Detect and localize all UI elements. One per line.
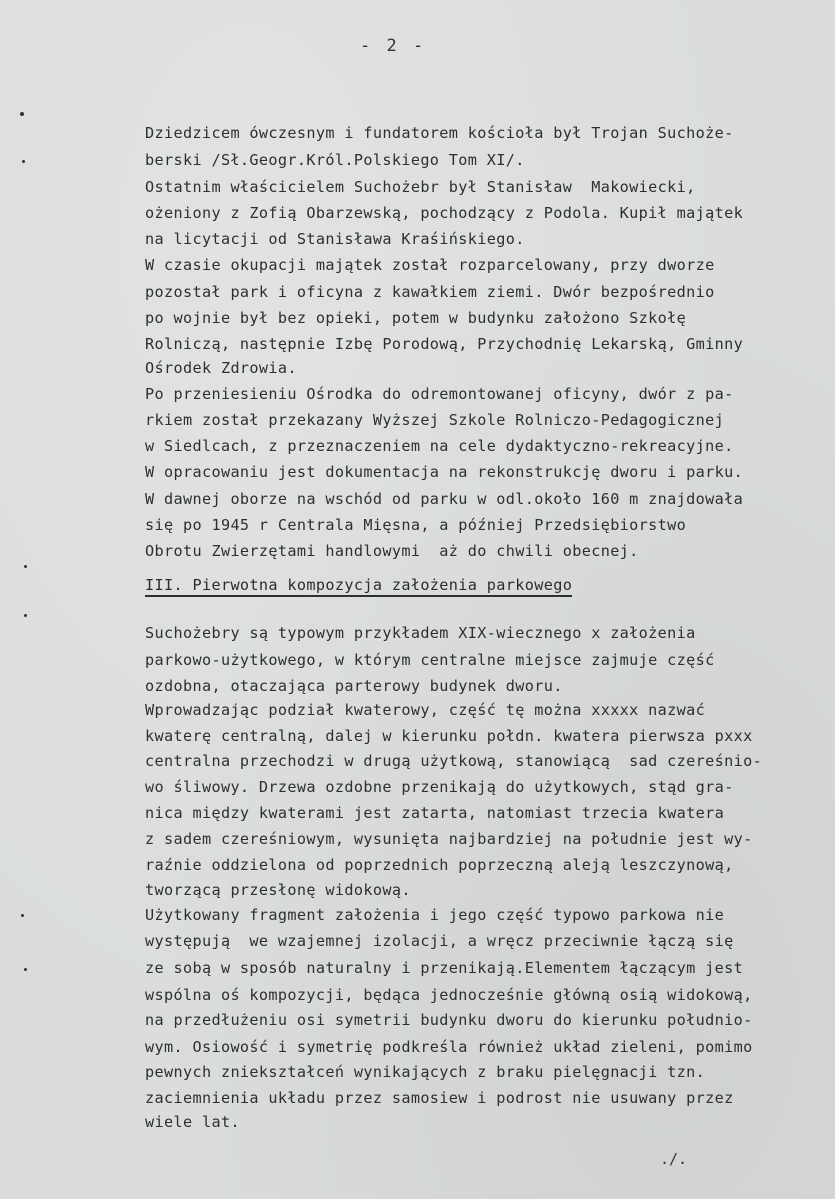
text-line: w Siedlcach, z przeznaczeniem na cele dydaktyczno-rekreacyjne. [145, 437, 734, 455]
text-line: po wojnie był bez opieki, potem w budynku założono Szkołę [145, 309, 687, 327]
text-line: Ośrodek Zdrowia. [145, 359, 297, 377]
text-line: W czasie okupacji majątek został rozparcelowany, przy dworze [145, 256, 715, 274]
text-line: ze sobą w sposób naturalny i przenikają.Elementem łączącym jest [145, 959, 744, 977]
text-line: wspólna oś kompozycji, będąca jednocześnie główną osią widokową, [145, 986, 753, 1004]
text-line: Wprowadzając podział kwaterowy, część tę można xxxxx nazwać [145, 701, 706, 719]
margin-speck [24, 614, 27, 617]
text-line: rkiem został przekazany Wyższej Szkole Rolniczo-Pedagogicznej [145, 411, 725, 429]
text-line: Suchożebry są typowym przykładem XIX-wiecznego x założenia [145, 624, 696, 642]
margin-speck [24, 968, 27, 971]
text-line: Po przeniesieniu Ośrodka do odremontowanej oficyny, dwór z pa- [145, 385, 734, 403]
text-line: wym. Osiowość i symetrię podkreśla również układ zieleni, pomimo [145, 1038, 753, 1056]
text-line: na licytacji od Stanisława Kraśińskiego. [145, 230, 525, 248]
text-line: raźnie oddzielona od poprzednich poprzeczną aleją leszczynową, [145, 856, 734, 874]
margin-speck [22, 160, 25, 163]
margin-speck [24, 565, 27, 568]
text-line: Obrotu Zwierzętami handlowymi aż do chwili obecnej. [145, 542, 639, 560]
text-line: się po 1945 r Centrala Mięsna, a później Przedsiębiorstwo [145, 516, 687, 534]
section-heading: III. Pierwotna kompozycja założenia parkowego [145, 576, 572, 597]
continuation-mark: ./. [660, 1150, 688, 1168]
text-line: Dziedzicem ówczesnym i fundatorem kościoła był Trojan Suchoże- [145, 124, 734, 142]
text-line: Użytkowany fragment założenia i jego część typowo parkowa nie [145, 906, 725, 924]
text-line: parkowo-użytkowego, w którym centralne miejsce zajmuje część [145, 651, 715, 669]
text-line: Rolniczą, następnie Izbę Porodową, Przychodnię Lekarską, Gminny [145, 335, 744, 353]
text-line: ożeniony z Zofią Obarzewską, pochodzący z Podola. Kupił majątek [145, 204, 744, 222]
text-line: wiele lat. [145, 1113, 240, 1131]
text-line: centralna przechodzi w drugą użytkową, stanowiącą sad czereśnio- [145, 752, 763, 770]
text-line: pozostał park i oficyna z kawałkiem ziemi. Dwór bezpośrednio [145, 283, 715, 301]
margin-speck [20, 112, 24, 116]
text-line: na przedłużeniu osi symetrii budynku dworu do kierunku południo- [145, 1011, 753, 1029]
text-line: występują we wzajemnej izolacji, a wręcz przeciwnie łączą się [145, 932, 734, 950]
text-line: W dawnej oborze na wschód od parku w odl.około 160 m znajdowała [145, 490, 744, 508]
text-line: tworzącą przesłonę widokową. [145, 881, 411, 899]
margin-speck [21, 914, 24, 917]
text-line: ozdobna, otaczająca parterowy budynek dworu. [145, 677, 563, 695]
text-line: z sadem czereśniowym, wysunięta najbardziej na południe jest wy- [145, 830, 753, 848]
text-line: zaciemnienia układu przez samosiew i podrost nie usuwany przez [145, 1089, 734, 1107]
text-line: pewnych zniekształceń wynikających z braku pielęgnacji tzn. [145, 1063, 706, 1081]
text-line: wo śliwowy. Drzewa ozdobne przenikają do użytkowych, stąd gra- [145, 778, 734, 796]
text-line: berski /Sł.Geogr.Król.Polskiego Tom XI/. [145, 151, 525, 169]
text-line: Ostatnim właścicielem Suchożebr był Stanisław Makowiecki, [145, 178, 696, 196]
text-line: kwaterę centralną, dalej w kierunku połdn. kwatera pierwsza pxxx [145, 727, 753, 745]
text-line: W opracowaniu jest dokumentacja na rekonstrukcję dworu i parku. [145, 463, 744, 481]
page-number: - 2 - [360, 36, 427, 56]
text-line: nica między kwaterami jest zatarta, natomiast trzecia kwatera [145, 804, 725, 822]
